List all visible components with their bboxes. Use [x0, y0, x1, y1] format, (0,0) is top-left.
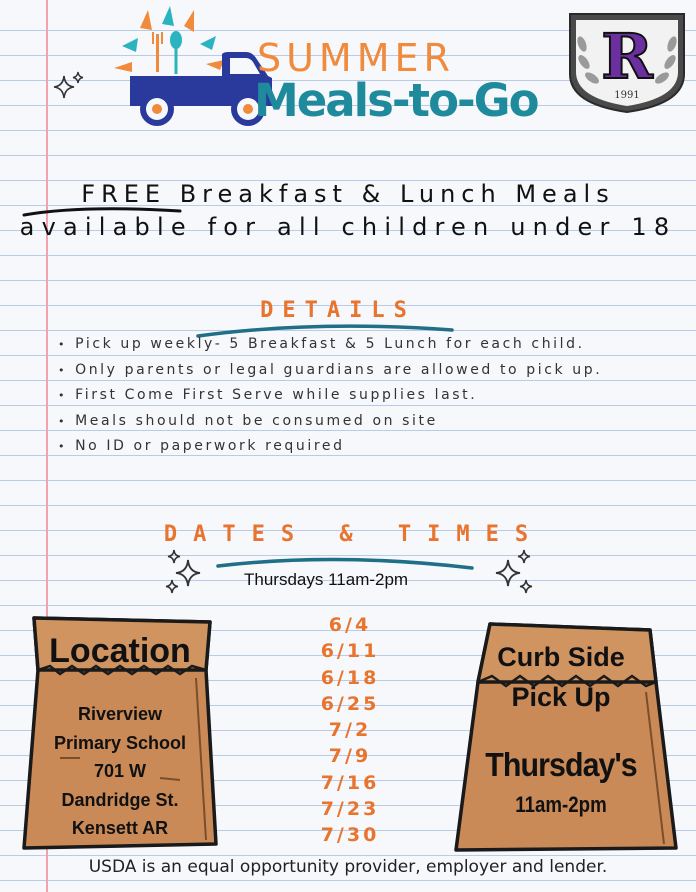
details-item: • Pick up weekly- 5 Breakfast & 5 Lunch for each child.	[58, 332, 602, 358]
details-title: DETAILS	[260, 298, 416, 323]
location-line: Primary School	[53, 732, 187, 753]
date-list	[290, 612, 410, 849]
date-item: 7/16	[320, 771, 380, 794]
truck-icon	[130, 52, 272, 126]
details-item: • Only parents or legal guardians are allowed to pick up.	[58, 358, 602, 384]
location-title: Location	[49, 632, 191, 670]
sun-rays-icon	[114, 6, 224, 72]
sparkle-icon	[52, 70, 88, 104]
date-item: 6/11	[320, 640, 380, 663]
date-item: 6/4	[328, 614, 372, 636]
curbside-day: Thursday's	[485, 746, 637, 783]
headline-line-1: FREE Breakfast & Lunch Meals	[81, 180, 615, 208]
date-item: 6/18	[320, 666, 380, 689]
location-line: Riverview	[77, 704, 163, 724]
location-address	[30, 700, 210, 843]
curbside-line-2: Pick Up	[511, 682, 611, 712]
details-item: • First Come First Serve while supplies last.	[58, 383, 602, 409]
date-item: 7/23	[320, 798, 380, 821]
badge-letter: R	[601, 20, 653, 93]
details-item: • Meals should not be consumed on site	[58, 409, 602, 435]
headline-line-2: available for all children under 18	[19, 213, 677, 241]
curbside-time: 11am-2pm	[515, 792, 607, 817]
location-line: Kensett AR	[71, 818, 169, 838]
sparkle-icon	[160, 548, 210, 596]
sparkle-icon	[488, 548, 538, 596]
details-list	[58, 332, 602, 460]
location-line: Dandridge St.	[61, 789, 179, 810]
date-item: 7/2	[328, 719, 372, 742]
logo-summer-text: SUMMER	[257, 36, 455, 80]
logo-meals-to-go-text: Meals-to-Go	[254, 74, 538, 127]
location-line: 701 W	[93, 761, 147, 781]
dates-subtitle: Thursdays 11am-2pm	[244, 570, 409, 589]
date-item: 7/30	[320, 824, 380, 847]
curbside-line-1: Curb Side	[497, 642, 625, 672]
usda-footer: USDA is an equal opportunity provider, employer and lender.	[88, 857, 608, 877]
fork-spoon-icon	[152, 31, 182, 74]
badge-year: 1991	[614, 90, 640, 101]
date-item: 6/25	[320, 692, 380, 715]
dates-times-title: DATES & TIMES	[163, 522, 545, 547]
date-item: 7/9	[328, 745, 372, 768]
school-badge-logo	[560, 4, 694, 114]
details-item: • No ID or paperwork required	[58, 434, 602, 460]
